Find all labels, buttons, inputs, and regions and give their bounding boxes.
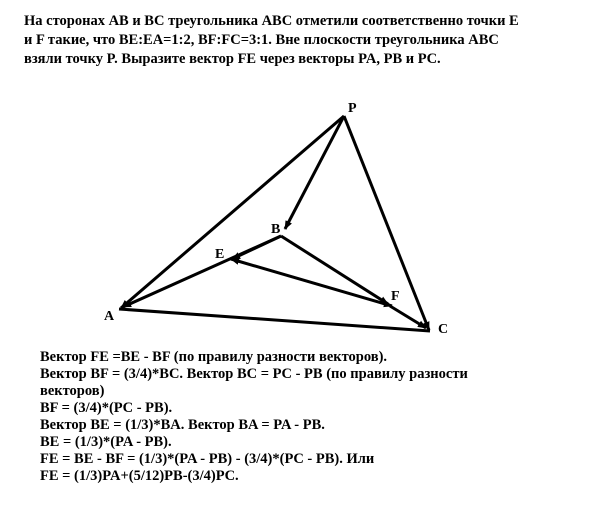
solution-line-6: BE = (1/3)*(PA - PB). (40, 434, 172, 450)
label-e: E (215, 247, 225, 262)
solution-line-1: Вектор FE =BE - BF (по правилу разности векторов). (40, 349, 388, 365)
solution-line-8: FE = (1/3)PA+(5/12)PB-(3/4)PC. (40, 468, 239, 484)
solution-line-4: BF = (3/4)*(PC - PB). (40, 400, 173, 416)
label-f: F (391, 289, 400, 304)
problem-line-3: взяли точку P. Выразите вектор FE через векторы PA, PB и PC. (24, 51, 441, 67)
label-c: C (438, 322, 449, 337)
problem-line-2: и F такие, что BE:EA=1:2, BF:FC=3:1. Вне плоскости треугольника ABC (24, 32, 499, 48)
solution-line-3: векторов) (40, 383, 105, 399)
solution-line-5: Вектор BE = (1/3)*BA. Вектор BA = PA - PB. (40, 417, 325, 433)
vector-pa (121, 116, 344, 308)
problem-line-1: На сторонах AB и BC треугольника ABC отметили соответственно точки E (24, 13, 519, 29)
vector-be (232, 236, 281, 259)
solution-line-2: Вектор BF = (3/4)*BC. Вектор BC = PC - PB (по правилу разности (40, 366, 468, 382)
vector-fe (231, 259, 392, 306)
vector-pb (285, 116, 344, 229)
segment-ac (119, 309, 430, 331)
label-p: P (348, 101, 357, 116)
label-a: A (104, 309, 115, 324)
vector-bf (281, 236, 388, 304)
solution-text (40, 349, 560, 485)
label-b: B (271, 222, 281, 237)
vector-pc (344, 116, 429, 330)
solution-line-7: FE = BE - BF = (1/3)*(PA - PB) - (3/4)*(PC - PB). Или (40, 451, 375, 467)
